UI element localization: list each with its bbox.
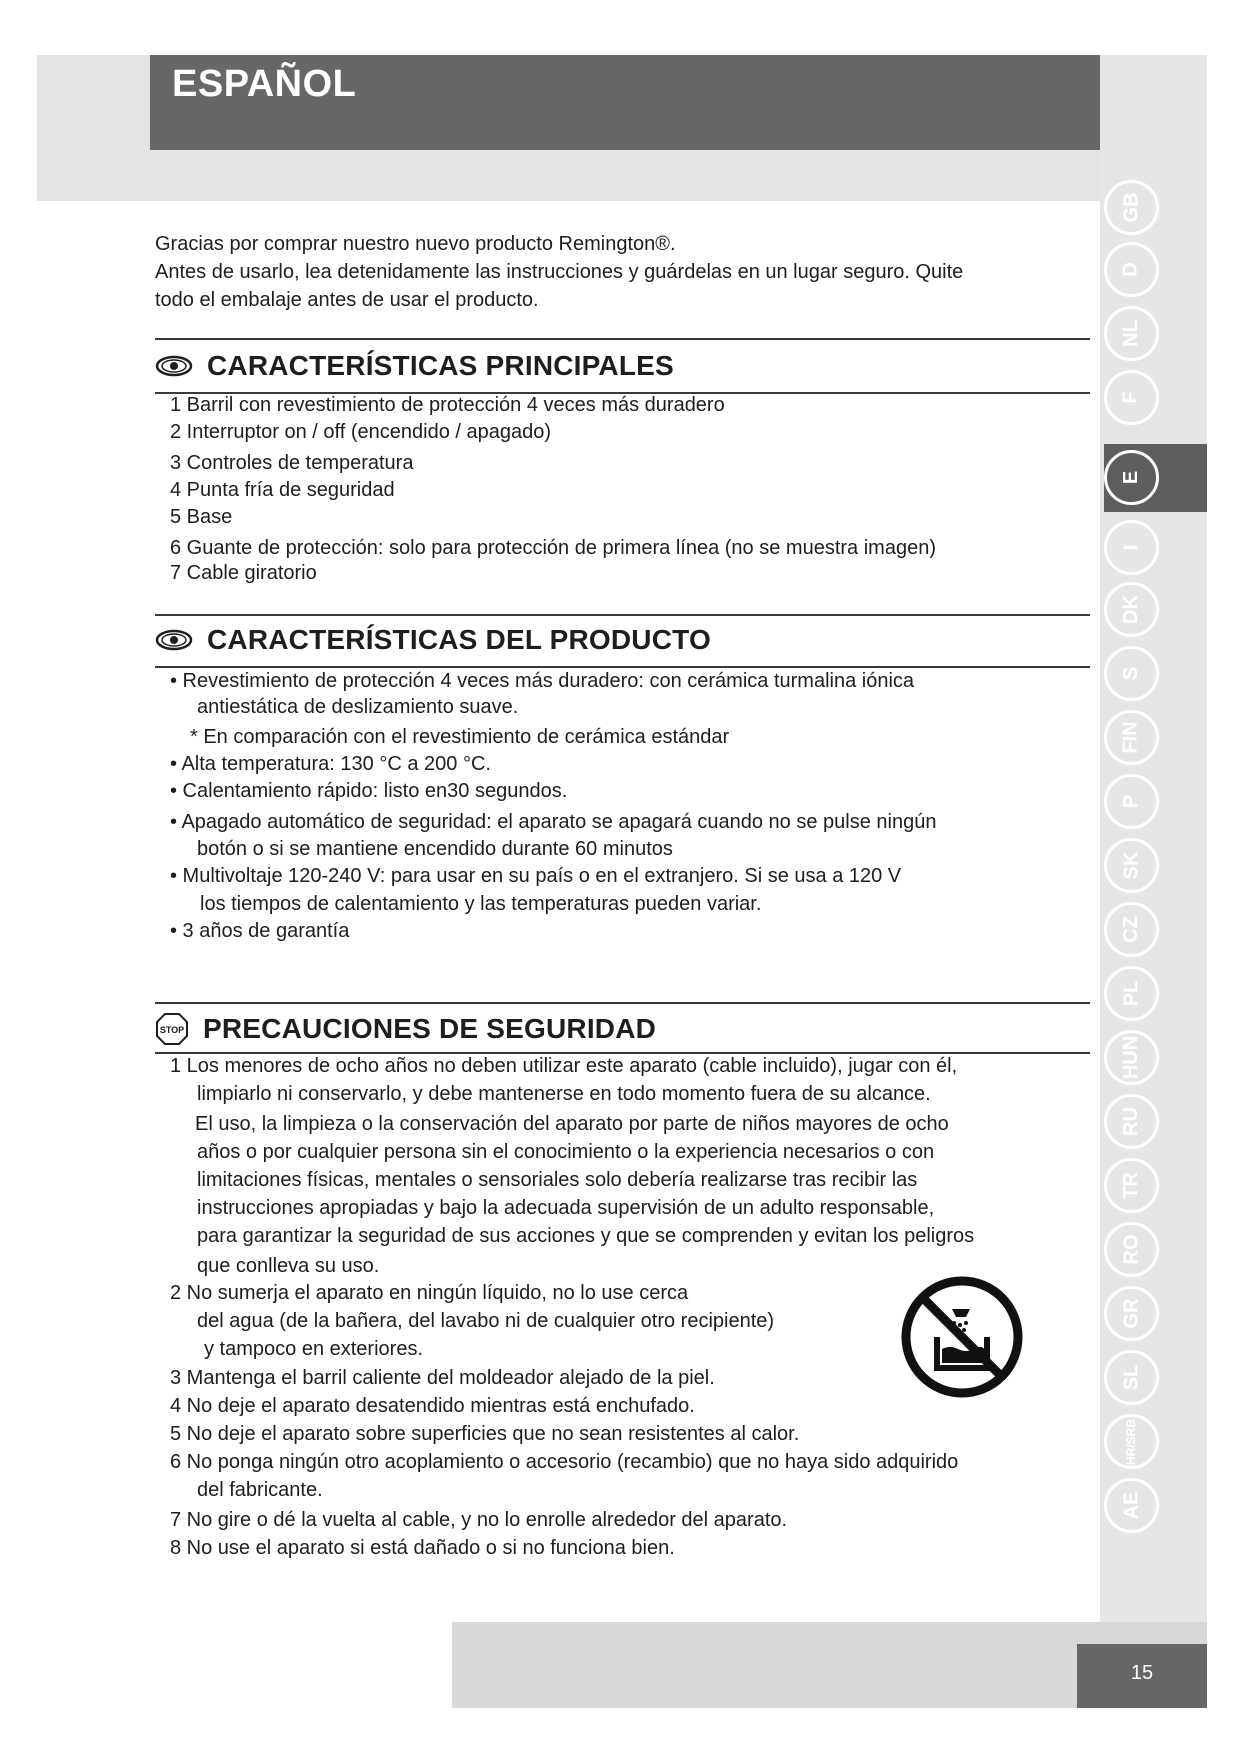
lang-tab-pl[interactable]: PL: [1104, 966, 1159, 1021]
list-item: 8 No use el aparato si está dañado o si no funciona bien.: [170, 1537, 675, 1559]
list-item: 4 Punta fría de seguridad: [170, 479, 395, 501]
list-item: 7 No gire o dé la vuelta al cable, y no lo enrolle alrededor del aparato.: [170, 1509, 788, 1531]
lang-tab-nl[interactable]: NL: [1104, 306, 1159, 361]
list-item-continuation: El uso, la limpieza o la conservación del aparato por parte de niños mayores de ocho: [195, 1113, 949, 1135]
lang-tab-gr[interactable]: GR: [1104, 1286, 1159, 1341]
list-item-continuation: del fabricante.: [197, 1479, 323, 1501]
lang-tab-sl[interactable]: SL: [1104, 1350, 1159, 1405]
lang-tab-gb[interactable]: GB: [1104, 180, 1159, 235]
list-item: 1 Los menores de ocho años no deben utilizar este aparato (cable incluido), jugar con él,: [170, 1055, 958, 1077]
list-item: • 3 años de garantía: [170, 920, 350, 942]
list-item: 6 No ponga ningún otro acoplamiento o accesorio (recambio) que no haya sido adquirido: [170, 1451, 959, 1473]
section-title: CARACTERÍSTICAS DEL PRODUCTO: [207, 624, 711, 655]
lang-tab-p[interactable]: P: [1104, 774, 1159, 829]
list-item-continuation: los tiempos de calentamiento y las temperaturas pueden variar.: [200, 893, 762, 915]
no-water-warning-icon: [900, 1275, 1024, 1399]
list-item-continuation: y tampoco en exteriores.: [204, 1338, 423, 1360]
list-item: 6 Guante de protección: solo para protección de primera línea (no se muestra imagen): [170, 537, 936, 559]
intro-line: todo el embalaje antes de usar el producto.: [155, 289, 539, 311]
section-rule-top: [155, 338, 1090, 340]
stop-sign-label: STOP: [159, 1025, 185, 1035]
section-heading-product-features: [155, 624, 711, 656]
lang-tab-cz[interactable]: CZ: [1104, 902, 1159, 957]
list-item: 3 Mantenga el barril caliente del moldeador alejado de la piel.: [170, 1367, 715, 1389]
stop-sign-icon: [155, 1012, 189, 1046]
lang-tab-i[interactable]: I: [1104, 520, 1159, 575]
list-item: 5 Base: [170, 506, 233, 528]
list-item-continuation: botón o si se mantiene encendido durante 60 minutos: [197, 838, 673, 860]
list-item-continuation: limpiarlo ni conservarlo, y debe mantenerse en todo momento fuera de su alcance.: [197, 1083, 931, 1105]
lang-tab-fin[interactable]: FIN: [1104, 710, 1159, 765]
list-item-continuation: limitaciones físicas, mentales o sensoriales solo debería realizarse tras recibir las: [197, 1169, 918, 1191]
list-item: • Multivoltaje 120-240 V: para usar en su país o en el extranjero. Si se usa a 120 V: [170, 865, 902, 887]
list-item: 1 Barril con revestimiento de protección 4 veces más duradero: [170, 394, 725, 416]
lang-tab-ru[interactable]: RU: [1104, 1094, 1159, 1149]
section-title: PRECAUCIONES DE SEGURIDAD: [203, 1013, 657, 1044]
section-heading-main-features: [155, 350, 674, 382]
lang-tab-tr[interactable]: TR: [1104, 1158, 1159, 1213]
section-heading-safety: [155, 1012, 656, 1046]
list-item: • Apagado automático de seguridad: el aparato se apagará cuando no se pulse ningún: [170, 811, 937, 833]
section-rule-top: [155, 1002, 1090, 1004]
lang-tab-e-active[interactable]: E: [1104, 450, 1159, 505]
list-item-continuation: instrucciones apropiadas y bajo la adecuada supervisión de un adulto responsable,: [197, 1197, 935, 1219]
list-item-continuation: para garantizar la seguridad de sus acciones y que se comprenden y evitan los peligros: [197, 1225, 975, 1247]
section-rule-top: [155, 614, 1090, 616]
list-item: • Calentamiento rápido: listo en30 segundos.: [170, 780, 568, 802]
list-item: 3 Controles de temperatura: [170, 452, 414, 474]
lang-tab-hr-srb[interactable]: HR/SRB: [1104, 1414, 1159, 1469]
lang-tab-f[interactable]: F: [1104, 370, 1159, 425]
list-item: 2 Interruptor on / off (encendido / apagado): [170, 421, 552, 443]
list-item: • Revestimiento de protección 4 veces más duradero: con cerámica turmalina iónica: [170, 670, 915, 692]
page-number: 15: [1130, 1662, 1154, 1684]
list-item: • Alta temperatura: 130 °C a 200 °C.: [170, 753, 491, 775]
header-bar: [150, 55, 1100, 150]
intro-line: Antes de usarlo, lea detenidamente las instrucciones y guárdelas en un lugar seguro. Quite: [155, 261, 964, 283]
lang-tab-sk[interactable]: SK: [1104, 838, 1159, 893]
list-item: 4 No deje el aparato desatendido mientras está enchufado.: [170, 1395, 695, 1417]
lang-tab-dk[interactable]: DK: [1104, 582, 1159, 637]
lang-tab-hun[interactable]: HUN: [1104, 1030, 1159, 1085]
eye-icon: [155, 628, 193, 652]
footnote: * En comparación con el revestimiento de cerámica estándar: [190, 726, 730, 748]
page-title: ESPAÑOL: [172, 63, 357, 105]
list-item-continuation: años o por cualquier persona sin el conocimiento o la experiencia necesarios o con: [197, 1141, 935, 1163]
page-number-box: [1077, 1644, 1207, 1708]
section-title: CARACTERÍSTICAS PRINCIPALES: [207, 350, 674, 381]
list-item: 7 Cable giratorio: [170, 562, 317, 584]
list-item-continuation: que conlleva su uso.: [197, 1255, 380, 1277]
lang-tab-d[interactable]: D: [1104, 242, 1159, 297]
lang-tab-s[interactable]: S: [1104, 646, 1159, 701]
list-item: 2 No sumerja el aparato en ningún líquido, no lo use cerca: [170, 1282, 689, 1304]
lang-tab-ae[interactable]: AE: [1104, 1478, 1159, 1533]
intro-paragraph: [155, 230, 1055, 314]
lang-tab-ro[interactable]: RO: [1104, 1222, 1159, 1277]
eye-icon: [155, 354, 193, 378]
list-item-continuation: del agua (de la bañera, del lavabo ni de cualquier otro recipiente): [197, 1310, 775, 1332]
intro-line: Gracias por comprar nuestro nuevo producto Remington®.: [155, 233, 676, 255]
list-item-continuation: antiestática de deslizamiento suave.: [197, 696, 519, 718]
list-item: 5 No deje el aparato sobre superficies que no sean resistentes al calor.: [170, 1423, 800, 1445]
